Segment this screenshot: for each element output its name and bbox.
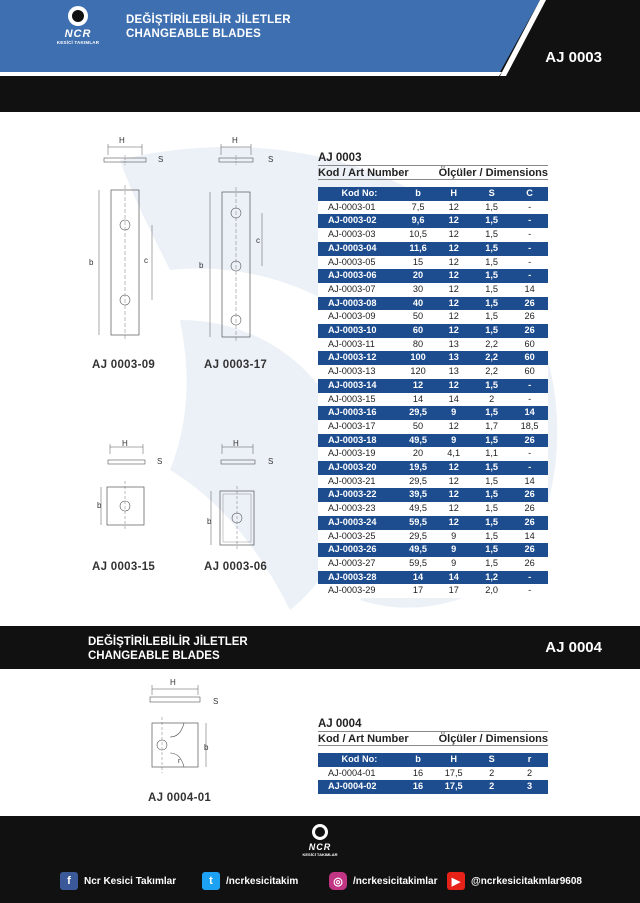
cell-value: -	[511, 571, 548, 585]
cell-kod-no: AJ-0003-06	[318, 269, 401, 283]
cell-kod-no: AJ-0003-01	[318, 201, 401, 215]
cell-value: 13	[435, 338, 472, 352]
cell-kod-no: AJ-0004-02	[318, 780, 401, 794]
cell-value: 11,6	[401, 242, 436, 256]
col2-h: H	[435, 753, 472, 767]
col-h: H	[435, 187, 472, 201]
cell-value: 20	[401, 447, 436, 461]
twitter-label: /ncrkesicitakim	[226, 875, 299, 887]
table-row	[318, 283, 548, 297]
section-title-tr: DEĞİŞTİRİLEBİLİR JİLETLER	[88, 636, 248, 648]
logo-text: NCR	[64, 28, 92, 40]
cell-value: 1,5	[472, 488, 511, 502]
footer-logo-subtext: KESİCİ TAKIMLAR	[302, 852, 338, 857]
cell-value: 12	[435, 228, 472, 242]
cell-value: 1,5	[472, 324, 511, 338]
table-row	[318, 447, 548, 461]
social-twitter[interactable]	[202, 872, 298, 890]
dim-label-h-3: H	[122, 439, 129, 448]
cell-value: 12	[435, 283, 472, 297]
cell-kod-no: AJ-0003-27	[318, 557, 401, 571]
brand-logo	[55, 6, 101, 45]
dim-label-s-4: S	[268, 457, 274, 466]
cell-value: 50	[401, 420, 436, 434]
col2-s: S	[472, 753, 511, 767]
cell-value: 12	[401, 379, 436, 393]
cell-value: 19,5	[401, 461, 436, 475]
caption-aj-0003-06: AJ 0003-06	[204, 561, 268, 573]
cell-value: 17	[435, 584, 472, 598]
logo-emblem-icon	[68, 6, 88, 26]
table-row	[318, 269, 548, 283]
cell-value: 2,0	[472, 584, 511, 598]
cell-value: 14	[401, 571, 436, 585]
cell-value: 26	[511, 543, 548, 557]
cell-value: 26	[511, 557, 548, 571]
dim-label-r: r	[178, 758, 181, 765]
cell-value: 12	[435, 201, 472, 215]
col2-b: b	[401, 753, 436, 767]
cell-value: 14	[511, 530, 548, 544]
drawing-aj-0004-01	[140, 675, 230, 785]
cell-value: 14	[511, 283, 548, 297]
cell-kod-no: AJ-0003-28	[318, 571, 401, 585]
social-youtube[interactable]	[447, 872, 582, 890]
cell-value: 9	[435, 543, 472, 557]
cell-value: 120	[401, 365, 436, 379]
cell-value: 12	[435, 256, 472, 270]
cell-value: 49,5	[401, 434, 436, 448]
cell-value: 12	[435, 516, 472, 530]
table-row	[318, 406, 548, 420]
footer-logo-emblem-icon	[312, 824, 328, 840]
cell-value: 40	[401, 297, 436, 311]
dim-label-b-3: b	[97, 501, 102, 510]
page-header	[0, 0, 640, 112]
cell-value: 2,2	[472, 351, 511, 365]
cell-value: 39,5	[401, 488, 436, 502]
cell-value: 1,5	[472, 557, 511, 571]
table-row	[318, 420, 548, 434]
cell-value: 29,5	[401, 530, 436, 544]
cell-value: 12	[435, 420, 472, 434]
cell-value: 1,5	[472, 530, 511, 544]
cell-value: 1,5	[472, 283, 511, 297]
cell-value: 29,5	[401, 475, 436, 489]
cell-value: -	[511, 242, 548, 256]
dim-label-b: b	[89, 258, 94, 267]
table-row	[318, 557, 548, 571]
dim-label-c: c	[144, 256, 149, 265]
cell-kod-no: AJ-0003-15	[318, 393, 401, 407]
cell-value: 26	[511, 310, 548, 324]
table-row	[318, 434, 548, 448]
cell-kod-no: AJ-0003-19	[318, 447, 401, 461]
cell-kod-no: AJ-0004-01	[318, 767, 401, 781]
heading2-dimensions: Ölçüler / Dimensions	[438, 733, 548, 745]
cell-value: 60	[511, 338, 548, 352]
dim-label-h-2: H	[232, 136, 239, 145]
cell-value: 12	[435, 242, 472, 256]
table-row	[318, 475, 548, 489]
cell-value: 18,5	[511, 420, 548, 434]
table-row	[318, 393, 548, 407]
table-row	[318, 516, 548, 530]
cell-kod-no: AJ-0003-22	[318, 488, 401, 502]
cell-kod-no: AJ-0003-25	[318, 530, 401, 544]
cell-value: -	[511, 269, 548, 283]
col2-r: r	[511, 753, 548, 767]
cell-kod-no: AJ-0003-02	[318, 214, 401, 228]
cell-value: 2,2	[472, 365, 511, 379]
cell-value: 1,5	[472, 228, 511, 242]
table-aj-0004	[318, 717, 548, 794]
cell-value: 60	[401, 324, 436, 338]
cell-value: 26	[511, 297, 548, 311]
facebook-icon: f	[60, 872, 78, 890]
caption-aj-0003-17: AJ 0003-17	[204, 359, 268, 371]
caption-aj-0004-01: AJ 0004-01	[148, 792, 212, 804]
col-b: b	[401, 187, 436, 201]
cell-value: 60	[511, 365, 548, 379]
cell-kod-no: AJ-0003-03	[318, 228, 401, 242]
cell-value: 26	[511, 502, 548, 516]
cell-value: 9,6	[401, 214, 436, 228]
table-row	[318, 543, 548, 557]
dim-label-s-2: S	[268, 155, 274, 164]
dim-label-h-5: H	[170, 678, 177, 687]
social-facebook[interactable]	[60, 872, 176, 890]
header-product-code: AJ 0003	[545, 49, 602, 66]
cell-value: 12	[435, 379, 472, 393]
cell-value: 16	[401, 780, 436, 794]
table-row	[318, 201, 548, 215]
dim-label-h-4: H	[233, 439, 240, 448]
cell-kod-no: AJ-0003-11	[318, 338, 401, 352]
col-s: S	[472, 187, 511, 201]
cell-value: 49,5	[401, 502, 436, 516]
dimensions-table-2	[318, 753, 548, 794]
cell-kod-no: AJ-0003-07	[318, 283, 401, 297]
dim-label-s: S	[158, 155, 164, 164]
cell-value: 49,5	[401, 543, 436, 557]
page-footer	[0, 816, 640, 903]
youtube-label: @ncrkesicitakmlar9608	[471, 875, 582, 887]
cell-value: 14	[511, 475, 548, 489]
cell-kod-no: AJ-0003-16	[318, 406, 401, 420]
table-row	[318, 780, 548, 794]
table-row	[318, 256, 548, 270]
cell-kod-no: AJ-0003-20	[318, 461, 401, 475]
cell-value: -	[511, 256, 548, 270]
cell-value: 17,5	[435, 767, 472, 781]
table-row	[318, 502, 548, 516]
footer-logo	[297, 824, 343, 857]
drawing-aj-0003-15	[95, 436, 165, 536]
table-row	[318, 228, 548, 242]
cell-value: 20	[401, 269, 436, 283]
cell-value: 12	[435, 214, 472, 228]
cell-value: 1,5	[472, 516, 511, 530]
table-heading	[318, 165, 548, 180]
header-white-stripe	[0, 72, 640, 76]
cell-value: -	[511, 201, 548, 215]
table-body	[318, 201, 548, 598]
cell-value: 1,5	[472, 379, 511, 393]
table-row	[318, 310, 548, 324]
dim-label-c-2: c	[256, 236, 261, 245]
cell-value: -	[511, 584, 548, 598]
cell-value: 15	[401, 256, 436, 270]
cell-kod-no: AJ-0003-08	[318, 297, 401, 311]
cell-value: 1,5	[472, 475, 511, 489]
table-row	[318, 242, 548, 256]
table-row	[318, 488, 548, 502]
cell-value: 1,5	[472, 201, 511, 215]
social-instagram[interactable]	[329, 872, 438, 890]
cell-value: 12	[435, 310, 472, 324]
cell-kod-no: AJ-0003-24	[318, 516, 401, 530]
cell-value: 59,5	[401, 557, 436, 571]
cell-value: 14	[401, 393, 436, 407]
cell-value: 12	[435, 461, 472, 475]
youtube-icon: ▶	[447, 872, 465, 890]
col2-kod-no: Kod No:	[318, 753, 401, 767]
footer-logo-text: NCR	[308, 842, 332, 852]
caption-aj-0003-09: AJ 0003-09	[92, 359, 156, 371]
cell-value: 29,5	[401, 406, 436, 420]
table-row	[318, 297, 548, 311]
cell-value: 1,2	[472, 571, 511, 585]
cell-value: 9	[435, 530, 472, 544]
cell-kod-no: AJ-0003-05	[318, 256, 401, 270]
cell-value: 1,5	[472, 214, 511, 228]
logo-subtext: KESİCİ TAKIMLAR	[56, 40, 100, 45]
cell-value: 12	[435, 269, 472, 283]
cell-value: 1,1	[472, 447, 511, 461]
header-title-tr: DEĞİŞTİRİLEBİLİR JİLETLER	[126, 14, 291, 26]
cell-kod-no: AJ-0003-10	[318, 324, 401, 338]
cell-value: 9	[435, 557, 472, 571]
cell-value: 59,5	[401, 516, 436, 530]
cell-kod-no: AJ-0003-18	[318, 434, 401, 448]
cell-value: 1,5	[472, 256, 511, 270]
cell-value: -	[511, 447, 548, 461]
drawing-aj-0003-09	[90, 135, 170, 345]
table-row	[318, 324, 548, 338]
cell-kod-no: AJ-0003-14	[318, 379, 401, 393]
facebook-label: Ncr Kesici Takımlar	[84, 875, 177, 887]
cell-value: 12	[435, 502, 472, 516]
cell-value: 2,2	[472, 338, 511, 352]
cell-kod-no: AJ-0003-04	[318, 242, 401, 256]
cell-value: 17	[401, 584, 436, 598]
table-row	[318, 365, 548, 379]
cell-value: 12	[435, 488, 472, 502]
table-header-row	[318, 187, 548, 201]
heading-art-number: Kod / Art Number	[318, 167, 409, 179]
cell-value: 7,5	[401, 201, 436, 215]
table-row	[318, 530, 548, 544]
cell-value: 50	[401, 310, 436, 324]
cell-value: 16	[401, 767, 436, 781]
cell-value: -	[511, 461, 548, 475]
cell-value: 26	[511, 434, 548, 448]
cell-kod-no: AJ-0003-23	[318, 502, 401, 516]
dimensions-table	[318, 187, 548, 598]
cell-value: 9	[435, 406, 472, 420]
instagram-icon: ◎	[329, 872, 347, 890]
cell-value: 12	[435, 297, 472, 311]
table-row	[318, 571, 548, 585]
dim-label-b-4: b	[207, 517, 212, 526]
cell-value: 14	[511, 406, 548, 420]
cell-value: 1,5	[472, 461, 511, 475]
heading-dimensions: Ölçüler / Dimensions	[438, 167, 548, 179]
cell-value: 1,5	[472, 310, 511, 324]
cell-value: 80	[401, 338, 436, 352]
table2-heading	[318, 731, 548, 746]
cell-value: -	[511, 393, 548, 407]
col-kod-no: Kod No:	[318, 187, 401, 201]
section-title-en: CHANGEABLE BLADES	[88, 650, 220, 662]
cell-kod-no: AJ-0003-26	[318, 543, 401, 557]
table2-code: AJ 0004	[318, 718, 362, 730]
table-row	[318, 767, 548, 781]
cell-value: 17,5	[435, 780, 472, 794]
cell-value: 2	[472, 780, 511, 794]
cell-value: 4,1	[435, 447, 472, 461]
table-row	[318, 338, 548, 352]
dim-label-b-5: b	[204, 743, 209, 752]
section-title	[88, 635, 248, 663]
dim-label-s-3: S	[157, 457, 163, 466]
cell-value: 1,5	[472, 502, 511, 516]
cell-value: 10,5	[401, 228, 436, 242]
table-row	[318, 461, 548, 475]
table-row	[318, 351, 548, 365]
table-row	[318, 379, 548, 393]
cell-kod-no: AJ-0003-29	[318, 584, 401, 598]
cell-value: 2	[511, 767, 548, 781]
drawing-aj-0003-17	[200, 135, 280, 345]
twitter-icon: t	[202, 872, 220, 890]
caption-aj-0003-15: AJ 0003-15	[92, 561, 156, 573]
cell-value: 60	[511, 351, 548, 365]
cell-value: 26	[511, 324, 548, 338]
table2-body	[318, 767, 548, 794]
cell-value: 1,5	[472, 434, 511, 448]
drawing-aj-0003-06	[205, 436, 275, 556]
cell-value: 1,5	[472, 406, 511, 420]
table2-header-row	[318, 753, 548, 767]
cell-value: 14	[435, 571, 472, 585]
cell-value: 1,5	[472, 269, 511, 283]
table-code: AJ 0003	[318, 152, 362, 164]
header-title	[126, 13, 291, 41]
dim-label-h: H	[119, 136, 126, 145]
cell-kod-no: AJ-0003-13	[318, 365, 401, 379]
heading2-art-number: Kod / Art Number	[318, 733, 409, 745]
dim-label-b-2: b	[199, 261, 204, 270]
cell-value: 1,7	[472, 420, 511, 434]
cell-kod-no: AJ-0003-09	[318, 310, 401, 324]
cell-value: 1,5	[472, 297, 511, 311]
cell-kod-no: AJ-0003-17	[318, 420, 401, 434]
cell-value: 13	[435, 365, 472, 379]
cell-value: 12	[435, 324, 472, 338]
cell-value: 26	[511, 516, 548, 530]
cell-kod-no: AJ-0003-12	[318, 351, 401, 365]
cell-value: -	[511, 379, 548, 393]
cell-value: 12	[435, 475, 472, 489]
cell-value: 1,5	[472, 543, 511, 557]
section-product-code: AJ 0004	[545, 639, 602, 656]
cell-value: 2	[472, 767, 511, 781]
cell-value: 30	[401, 283, 436, 297]
section-band-aj-0004	[0, 626, 640, 669]
col-c: C	[511, 187, 548, 201]
cell-value: 2	[472, 393, 511, 407]
table-aj-0003	[318, 151, 548, 598]
cell-value: 14	[435, 393, 472, 407]
cell-value: 9	[435, 434, 472, 448]
instagram-label: /ncrkesicitakimlar	[353, 875, 438, 887]
cell-value: 13	[435, 351, 472, 365]
table-row	[318, 214, 548, 228]
cell-value: 3	[511, 780, 548, 794]
cell-value: 26	[511, 488, 548, 502]
table-row	[318, 584, 548, 598]
cell-value: 1,5	[472, 242, 511, 256]
cell-value: -	[511, 214, 548, 228]
dim-label-s-5: S	[213, 697, 219, 706]
header-title-en: CHANGEABLE BLADES	[126, 28, 262, 40]
cell-value: -	[511, 228, 548, 242]
cell-kod-no: AJ-0003-21	[318, 475, 401, 489]
cell-value: 100	[401, 351, 436, 365]
